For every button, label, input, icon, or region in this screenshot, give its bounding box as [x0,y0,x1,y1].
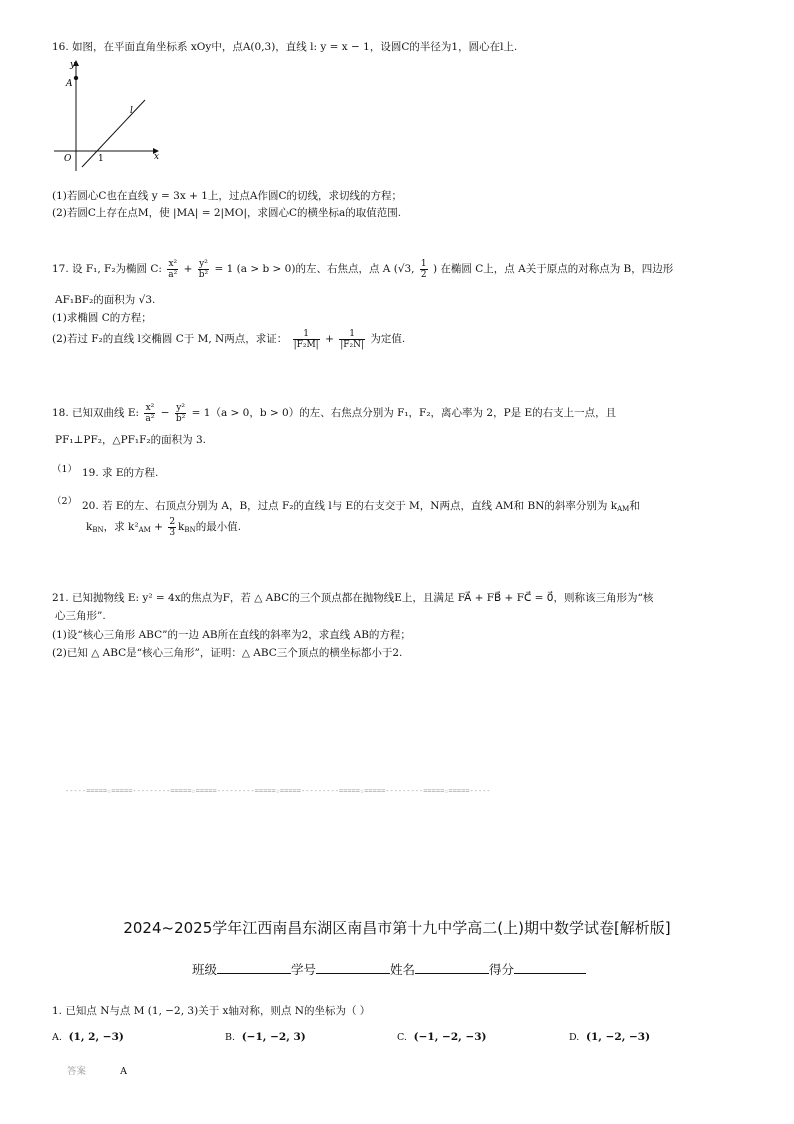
fraction-1-f2n: $\frac{1}{\text{|F₂N|}}$ [340,328,365,350]
q20-line2: $k_{BN}$，求 $k^2_{AM}$ + $\frac{2}{3}$ $k_{BN}$的最小值. [86,516,242,538]
q17-line1: 17. 设 F₁, F₂为椭圆 C: $\frac{\text{x²}}{\text{a²}}$ + $\frac{\text{y²}}{\text{b²}}$ = 1 (a > b > 0)的左、右焦点，点 A (√3, $\frac{1}{2}$ ) 在椭圆 C上，点 A关于原点的对称点为 B，四边形 [52,258,674,280]
fraction-1-f2m: $\frac{1}{\text{|F₂M|}}$ [293,328,319,350]
q21-part2: (2)已知 △ ABC是“核心三角形”，证明：△ ABC三个顶点的横坐标都小于2. [52,647,403,659]
point-a-label: A [66,79,73,89]
fraction-x2-a2: $\frac{\text{x²}}{\text{a²}}$ [168,258,178,280]
point-a [74,76,78,80]
score-blank[interactable] [514,961,586,974]
fraction-x2-a2: $\frac{\text{x²}}{\text{a²}}$ [145,402,155,424]
q19-stem: 19. 求 E的方程. [82,467,159,479]
fraction-y2-b2: $\frac{\text{y²}}{\text{b²}}$ [198,258,209,280]
name-blank[interactable] [415,961,489,974]
answer-label: 答案 [67,1066,87,1077]
q16-part2: (2)若圆C上存在点M，使 |MA| = 2|MO|，求圆心C的横坐标a的取值范围. [52,207,402,219]
q18-part-tag-2: （2） [52,496,78,507]
student-id-blank[interactable] [316,961,390,974]
q21-part1: (1)设“核心三角形 ABC”的一边 AB所在直线的斜率为2，求直线 AB的方程； [52,629,411,641]
line-l [82,100,145,167]
q18-line2: PF₁⊥PF₂，△PF₁F₂的面积为 3. [55,434,206,446]
q17-part2: (2)若过 F₂的直线 l交椭圆 C于 M, N两点，求证： $\frac{1}{\text{|F₂M|}}$ + $\frac{1}{\text{|F₂N|}}$ 为定值. [52,328,406,350]
q1-option-a[interactable]: A. (1, 2, −3) [52,1031,124,1043]
q17-part1: (1)求椭圆 C的方程； [52,312,152,324]
q18-line1: 18. 已知双曲线 E: $\frac{\text{x²}}{\text{a²}}$ − $\frac{\text{y²}}{\text{b²}}$ = 1（a > 0，b > 0）的左、右焦点分别为 F₁，F₂，离心率为 2，P是 E的右支上一点，且 [52,402,617,424]
origin-label: O [64,154,72,164]
q20-line1: 20. 若 E的左、右顶点分别为 A，B，过点 F₂的直线 l与 E的右支交于 M，N两点，直线 AM和 BN的斜率分别为 $k_{AM}$和 [82,500,640,513]
line-l-label: l [130,106,133,116]
q1-option-b[interactable]: B. (−1, −2, 3) [225,1031,306,1043]
q21-line1: 21. 已知抛物线 E: y² = 4x的焦点为F，若 △ ABC的三个顶点都在抛物线E上，且满足 FA⃗ + FB⃗ + FC⃗ = 0⃗，则称该三角形为“核 [52,592,654,604]
q1-answer [67,1063,127,1077]
score-label: 得分 [489,962,515,977]
q18-part-tag-1: （1） [52,464,78,475]
fraction-1-2: $\frac{1}{2}$ [420,258,427,280]
q21-line2: 心三角形”. [55,610,106,622]
fraction-y2-b2: $\frac{\text{y²}}{\text{b²}}$ [175,402,186,424]
q17-line2: AF₁BF₂的面积为 √3. [55,294,156,306]
q16-stem: 16. 如图，在平面直角坐标系 xOy中，点A(0,3)，直线 l: y = x − 1，设圆C的半径为1，圆心在l上. [52,41,518,53]
class-label: 班级 [192,962,218,977]
fill-in-row [192,960,586,978]
x-axis-label: x [154,152,160,162]
answer-value: A [120,1066,127,1077]
exam-title: 2024~2025学年江西南昌东湖区南昌市第十九中学高二(上)期中数学试卷[解析版] [123,919,671,937]
q1-option-d[interactable]: D. (1, −2, −3) [569,1031,651,1043]
student-id-label: 学号 [291,962,317,977]
q16-part1: (1)若圆心C也在直线 y = 3x + 1上，过点A作圆C的切线，求切线的方程； [52,190,403,202]
q1-option-c[interactable]: C. (−1, −2, −3) [397,1031,487,1043]
q1-stem: 1. 已知点 N与点 M (1, −2, 3)关于 x轴对称，则点 N的坐标为（ ） [52,1005,371,1017]
fraction-2-3: $\frac{2}{3}$ [169,516,176,538]
class-blank[interactable] [217,961,291,974]
tick-one-label: 1 [98,154,104,164]
name-label: 姓名 [390,962,416,977]
section-divider: -----=====☆=====---------=====☆=====---------=====☆=====---------=====☆=====---------=====☆=====----- [65,787,491,795]
q16-coordinate-figure [50,55,170,175]
y-axis-label: y [70,60,76,70]
